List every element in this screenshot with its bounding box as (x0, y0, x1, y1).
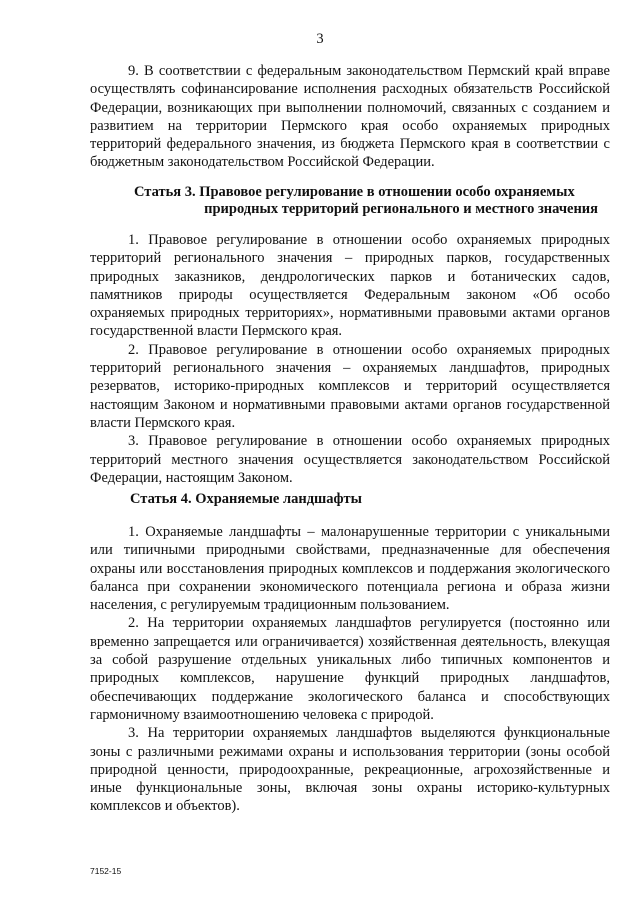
article-3-body (90, 231, 610, 487)
clause-9-text: 9. В соответствии с федеральным законодательством Пермский край вправе осуществлять софинансирование исполнения расходных обязательств Российской Федерации, возникающих при выполнении полномочий, связанных с созданием и развитием на территории Пермского края особо охраняемых природных территорий федерального значения, из бюджета Пермского края в соответствии с бюджетным законодательством Российской Федерации. (90, 63, 610, 171)
clause-9 (90, 62, 610, 172)
article-3-heading (134, 184, 598, 218)
article-3-paragraph-2: 2. Правовое регулирование в отношении особо охраняемых природных территорий регионального значения – охраняемых ландшафтов, природных резерватов, историко-природных комплексов и территорий осуществляется настоящим Законом и нормативными правовыми актами органов государственной власти Пермского края. (90, 341, 610, 431)
article-3-heading-line2: природных территорий регионального и местного значения (204, 201, 598, 217)
article-4-paragraph-2: 2. На территории охраняемых ландшафтов регулируется (постоянно или временно запрещается или ограничивается) хозяйственная деятельность, влекущая за собой разрушение отдельных уникальных либо типичных компонентов и природных комплексов, нарушение функций природных ландшафтов, обеспечивающих поддержание экологического баланса и способствующих гармоничному взаимоотношению человека с природой. (90, 615, 610, 723)
article-4-heading: Статья 4. Охраняемые ландшафты (130, 491, 362, 507)
page-number: 3 (316, 31, 324, 47)
article-3-paragraph-3: 3. Правовое регулирование в отношении особо охраняемых природных территорий местного значения осуществляется законодательством Российской Федерации, настоящим Законом. (90, 433, 610, 486)
article-3-heading-line1: Статья 3. Правовое регулирование в отношении особо охраняемых (134, 184, 575, 200)
article-4-body (90, 523, 610, 816)
article-4-paragraph-1: 1. Охраняемые ландшафты – малонарушенные территории с уникальными или типичными природными свойствами, предназначенные для обеспечения охраны или восстановления природных комплексов и поддержания экологического баланса при сохранении экономического потенциала региона и образа жизни населения, с регулируемым традиционным пользованием. (90, 524, 610, 614)
article-3-paragraph-1: 1. Правовое регулирование в отношении особо охраняемых природных территорий регионального значения – природных парков, государственных природных заказников, дендрологических парков и ботанических садов, памятников природы осуществляется Федеральным законом «Об особо охраняемых природных территориях», нормативными правовыми актами органов государственной власти Пермского края. (90, 232, 610, 340)
article-4-paragraph-3: 3. На территории охраняемых ландшафтов выделяются функциональные зоны с различными режимами охраны и использования территории (зоны особой природной ценности, природоохранные, рекреационные, агрохозяйственные и иные функциональные зоны, включая зоны охраны историко-культурных комплексов и объектов). (90, 725, 610, 815)
document-code: 7152-15 (90, 866, 122, 876)
